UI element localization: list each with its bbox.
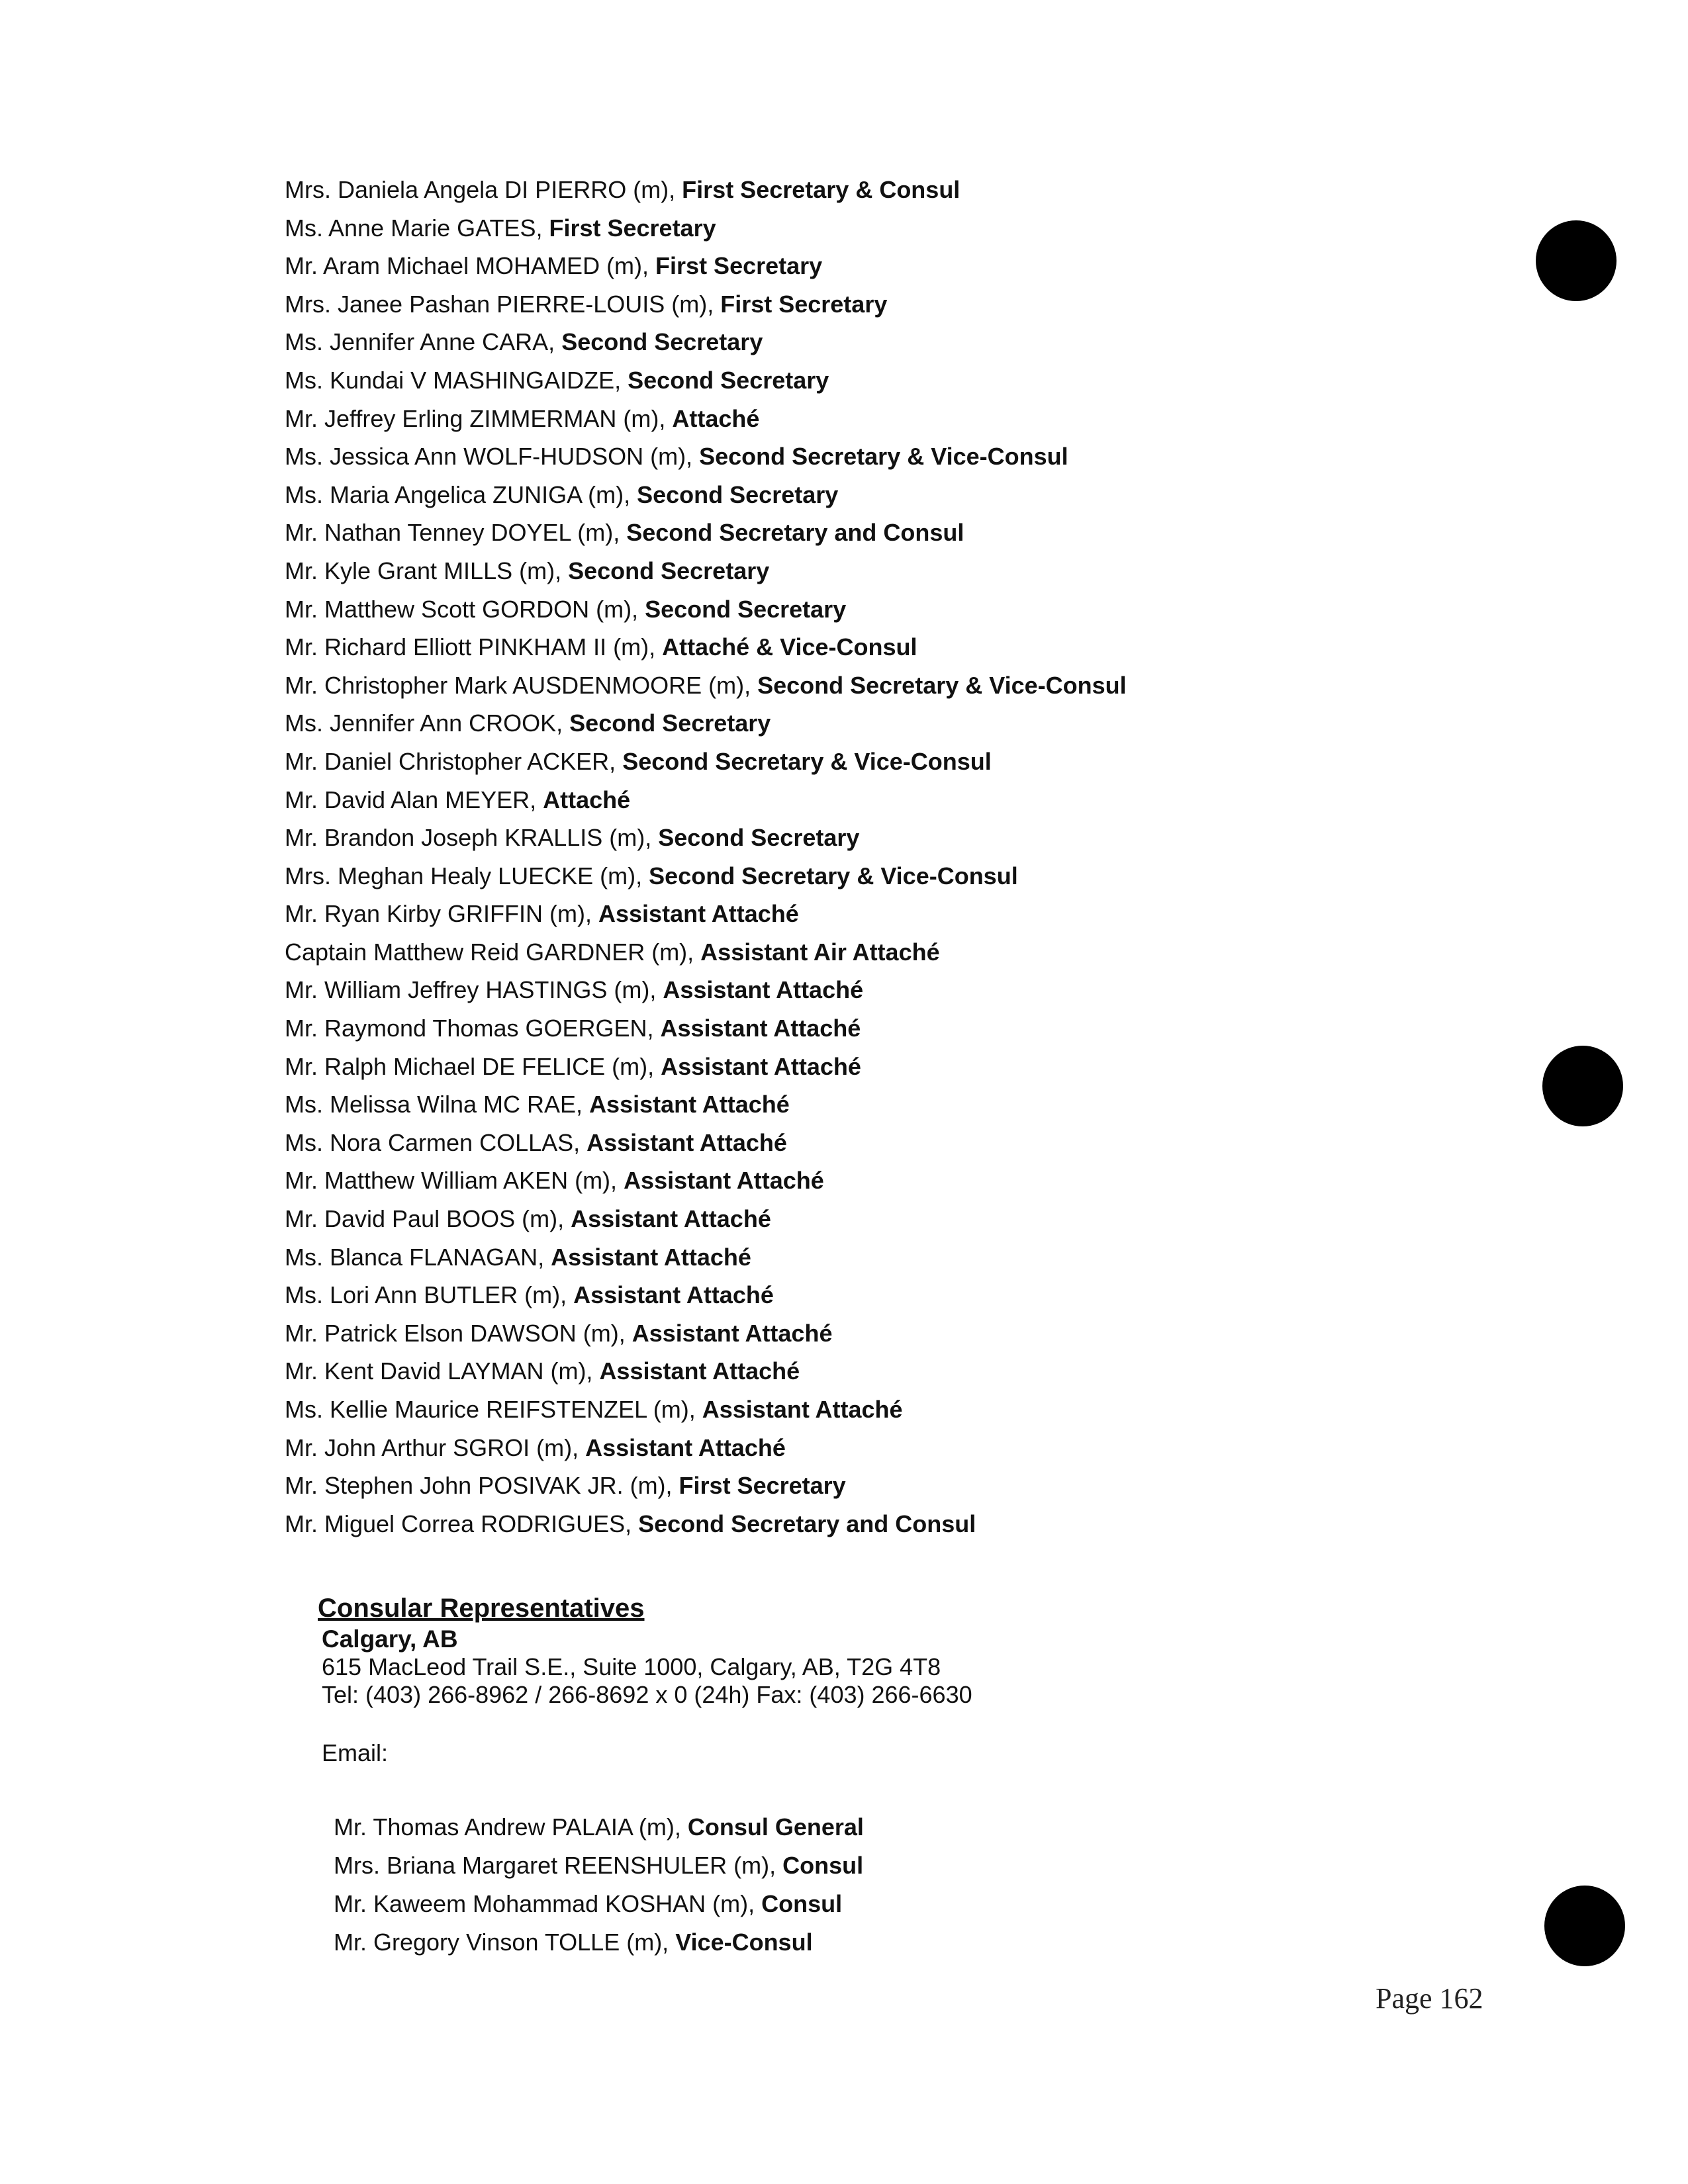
page-number: Page 162 xyxy=(1376,1982,1483,2015)
staff-list xyxy=(285,171,1476,1543)
staff-title: Second Secretary xyxy=(645,595,847,623)
staff-name: Mr. Thomas Andrew PALAIA (m), xyxy=(334,1813,688,1841)
list-item xyxy=(285,895,1476,933)
staff-name: Mr. Ralph Michael DE FELICE (m), xyxy=(285,1052,661,1080)
list-item xyxy=(334,1885,1444,1923)
list-item xyxy=(285,361,1476,400)
staff-title: Assistant Attaché xyxy=(632,1319,833,1347)
staff-name: Mr. Christopher Mark AUSDENMOORE (m), xyxy=(285,671,758,699)
list-item xyxy=(285,209,1476,248)
staff-title: First Secretary & Consul xyxy=(682,176,961,203)
list-item xyxy=(285,247,1476,285)
list-item xyxy=(285,285,1476,324)
staff-name: Mr. Kaweem Mohammad KOSHAN (m), xyxy=(334,1890,762,1917)
list-item xyxy=(285,1238,1476,1277)
staff-title: First Secretary xyxy=(549,214,716,242)
staff-name: Ms. Kundai V MASHINGAIDZE, xyxy=(285,366,628,394)
staff-name: Mrs. Janee Pashan PIERRE-LOUIS (m), xyxy=(285,290,721,318)
list-item xyxy=(285,514,1476,552)
list-item xyxy=(285,1352,1476,1390)
staff-name: Mr. Daniel Christopher ACKER, xyxy=(285,747,623,775)
staff-title: Vice-Consul xyxy=(675,1929,813,1956)
staff-title: Assistant Attaché xyxy=(589,1091,790,1118)
staff-title: Second Secretary and Consul xyxy=(626,519,964,547)
staff-title: Assistant Air Attaché xyxy=(700,938,940,966)
staff-name: Ms. Jennifer Anne CARA, xyxy=(285,328,562,356)
consular-section xyxy=(319,1591,1444,1962)
staff-title: Assistant Attaché xyxy=(660,1015,861,1042)
staff-title: Consul General xyxy=(687,1813,864,1841)
consulate-city: Calgary, AB xyxy=(322,1625,458,1653)
staff-name: Mr. Nathan Tenney DOYEL (m), xyxy=(285,519,627,547)
list-item xyxy=(285,1161,1476,1200)
list-item xyxy=(285,1314,1476,1353)
staff-title: Assistant Attaché xyxy=(573,1281,774,1309)
staff-title: Attaché xyxy=(672,404,760,432)
list-item xyxy=(285,1467,1476,1505)
list-item xyxy=(285,1009,1476,1048)
staff-title: Second Secretary xyxy=(658,824,860,852)
list-item xyxy=(334,1846,1444,1885)
staff-name: Ms. Anne Marie GATES, xyxy=(285,214,549,242)
staff-title: Second Secretary xyxy=(561,328,763,356)
staff-name: Mr. Brandon Joseph KRALLIS (m), xyxy=(285,824,659,852)
list-item xyxy=(285,1124,1476,1162)
staff-name: Mrs. Daniela Angela DI PIERRO (m), xyxy=(285,176,682,203)
staff-title: Second Secretary & Vice-Consul xyxy=(649,862,1018,889)
punch-hole-middle xyxy=(1542,1046,1623,1126)
staff-title: Assistant Attaché xyxy=(624,1167,824,1195)
staff-title: Second Secretary xyxy=(568,557,770,584)
list-item xyxy=(285,819,1476,857)
staff-name: Ms. Nora Carmen COLLAS, xyxy=(285,1128,587,1156)
consulate-email-label: Email: xyxy=(322,1739,389,1766)
section-heading: Consular Representatives xyxy=(318,1594,645,1623)
staff-name: Mr. Kent David LAYMAN (m), xyxy=(285,1357,600,1385)
staff-title: Attaché xyxy=(543,786,631,813)
staff-title: Assistant Attaché xyxy=(702,1396,903,1423)
staff-name: Mr. Stephen John POSIVAK JR. (m), xyxy=(285,1472,679,1500)
list-item xyxy=(334,1923,1444,1962)
staff-title: Assistant Attaché xyxy=(585,1433,786,1461)
staff-name: Ms. Maria Angelica ZUNIGA (m), xyxy=(285,480,637,508)
staff-title: Second Secretary xyxy=(628,366,829,394)
list-item xyxy=(285,704,1476,743)
list-item xyxy=(285,400,1476,438)
list-item xyxy=(285,857,1476,895)
staff-name: Ms. Lori Ann BUTLER (m), xyxy=(285,1281,574,1309)
staff-name: Mr. Kyle Grant MILLS (m), xyxy=(285,557,569,584)
staff-title: Assistant Attaché xyxy=(663,976,864,1004)
staff-name: Mr. Jeffrey Erling ZIMMERMAN (m), xyxy=(285,404,673,432)
staff-title: Consul xyxy=(782,1852,864,1879)
list-item xyxy=(285,1085,1476,1124)
consul-staff-list xyxy=(334,1808,1444,1962)
staff-name: Mr. Matthew Scott GORDON (m), xyxy=(285,595,645,623)
staff-name: Mr. Miguel Correa RODRIGUES, xyxy=(285,1510,639,1537)
staff-title: First Secretary xyxy=(679,1472,846,1500)
staff-title: Second Secretary & Vice-Consul xyxy=(622,747,992,775)
punch-hole-bottom xyxy=(1544,1886,1625,1966)
list-item xyxy=(285,552,1476,590)
staff-title: Second Secretary & Vice-Consul xyxy=(699,443,1068,471)
staff-name: Captain Matthew Reid GARDNER (m), xyxy=(285,938,701,966)
staff-title: First Secretary xyxy=(655,252,823,280)
staff-name: Mr. Aram Michael MOHAMED (m), xyxy=(285,252,656,280)
staff-name: Mr. David Alan MEYER, xyxy=(285,786,543,813)
list-item xyxy=(334,1808,1444,1846)
staff-title: Second Secretary & Vice-Consul xyxy=(757,671,1127,699)
list-item xyxy=(285,437,1476,476)
staff-title: First Secretary xyxy=(720,290,888,318)
staff-name: Mr. Patrick Elson DAWSON (m), xyxy=(285,1319,632,1347)
staff-title: Second Secretary xyxy=(569,709,771,737)
staff-title: Assistant Attaché xyxy=(598,900,799,928)
consulate-phone: Tel: (403) 266-8962 / 266-8692 x 0 (24h) Fax: (403) 266-6630 xyxy=(322,1681,972,1708)
list-item xyxy=(285,1048,1476,1086)
staff-name: Mr. Ryan Kirby GRIFFIN (m), xyxy=(285,900,599,928)
staff-title: Assistant Attaché xyxy=(571,1205,771,1233)
staff-name: Mrs. Briana Margaret REENSHULER (m), xyxy=(334,1852,783,1879)
consulate-address: 615 MacLeod Trail S.E., Suite 1000, Calgary, AB, T2G 4T8 xyxy=(322,1653,941,1680)
staff-title: Assistant Attaché xyxy=(661,1052,861,1080)
list-item xyxy=(285,1429,1476,1467)
list-item xyxy=(285,781,1476,819)
staff-title: Assistant Attaché xyxy=(599,1357,800,1385)
staff-name: Mr. David Paul BOOS (m), xyxy=(285,1205,571,1233)
punch-hole-top xyxy=(1536,220,1617,301)
staff-name: Ms. Jessica Ann WOLF-HUDSON (m), xyxy=(285,443,700,471)
staff-name: Mr. Raymond Thomas GOERGEN, xyxy=(285,1015,661,1042)
list-item xyxy=(285,1276,1476,1314)
staff-title: Assistant Attaché xyxy=(586,1128,787,1156)
list-item xyxy=(285,1200,1476,1238)
list-item xyxy=(285,476,1476,514)
list-item xyxy=(285,171,1476,209)
staff-title: Consul xyxy=(761,1890,843,1917)
list-item xyxy=(285,628,1476,666)
staff-name: Mr. Gregory Vinson TOLLE (m), xyxy=(334,1929,676,1956)
list-item xyxy=(285,743,1476,781)
staff-name: Mr. Richard Elliott PINKHAM II (m), xyxy=(285,633,663,661)
list-item xyxy=(285,1505,1476,1543)
list-item xyxy=(285,323,1476,361)
list-item xyxy=(285,666,1476,705)
staff-name: Mr. John Arthur SGROI (m), xyxy=(285,1433,586,1461)
staff-title: Attaché & Vice-Consul xyxy=(662,633,917,661)
staff-name: Mr. Matthew William AKEN (m), xyxy=(285,1167,624,1195)
staff-name: Ms. Jennifer Ann CROOK, xyxy=(285,709,570,737)
staff-title: Assistant Attaché xyxy=(551,1243,751,1271)
list-item xyxy=(285,590,1476,629)
staff-title: Second Secretary and Consul xyxy=(638,1510,976,1537)
list-item xyxy=(285,933,1476,972)
staff-name: Ms. Blanca FLANAGAN, xyxy=(285,1243,551,1271)
staff-name: Mr. William Jeffrey HASTINGS (m), xyxy=(285,976,663,1004)
list-item xyxy=(285,1390,1476,1429)
staff-name: Ms. Melissa Wilna MC RAE, xyxy=(285,1091,590,1118)
staff-title: Second Secretary xyxy=(637,480,839,508)
staff-name: Mrs. Meghan Healy LUECKE (m), xyxy=(285,862,649,889)
staff-name: Ms. Kellie Maurice REIFSTENZEL (m), xyxy=(285,1396,702,1423)
list-item xyxy=(285,971,1476,1009)
